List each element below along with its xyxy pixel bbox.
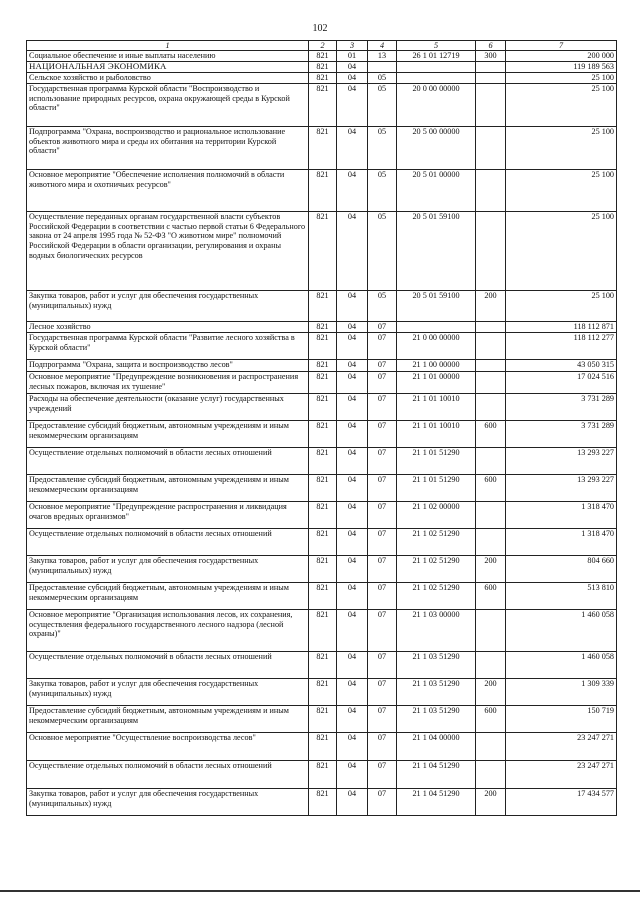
column-header: 6	[476, 41, 506, 51]
row-expense-type: 600	[476, 421, 506, 448]
table-row	[27, 706, 617, 733]
row-target-code: 20 5 01 59100	[397, 291, 476, 322]
row-ved: 821	[309, 212, 337, 291]
row-name: Основное мероприятие "Организация использования лесов, их сохранения, осуществления федерального государственного лесного надзора (лесной охраны)"	[27, 610, 309, 652]
column-header: 3	[337, 41, 368, 51]
row-name: Основное мероприятие "Предупреждение распространения и ликвидация очагов вредных организмов"	[27, 502, 309, 529]
row-section: 04	[337, 62, 368, 73]
budget-table	[26, 40, 617, 816]
row-amount: 804 660	[506, 556, 617, 583]
row-expense-type	[476, 733, 506, 761]
row-expense-type	[476, 394, 506, 421]
row-name: Осуществление отдельных полномочий в области лесных отношений	[27, 652, 309, 679]
table-row	[27, 421, 617, 448]
row-ved: 821	[309, 170, 337, 212]
table-row	[27, 360, 617, 372]
row-name: Государственная программа Курской области "Развитие лесного хозяйства в Курской области"	[27, 333, 309, 360]
row-subsection: 05	[368, 291, 397, 322]
row-subsection: 07	[368, 679, 397, 706]
column-header: 7	[506, 41, 617, 51]
row-amount: 25 100	[506, 84, 617, 127]
row-ved: 821	[309, 761, 337, 789]
table-row	[27, 170, 617, 212]
row-name: Государственная программа Курской области "Воспроизводство и использование природных ресурсов, охрана окружающей среды в Курской области"	[27, 84, 309, 127]
row-section: 04	[337, 170, 368, 212]
row-name: Социальное обеспечение и иные выплаты населению	[27, 51, 309, 62]
row-section: 04	[337, 333, 368, 360]
row-subsection: 05	[368, 170, 397, 212]
row-subsection: 07	[368, 789, 397, 816]
row-amount: 200 000	[506, 51, 617, 62]
row-amount: 118 112 871	[506, 322, 617, 333]
column-header: 5	[397, 41, 476, 51]
row-expense-type	[476, 127, 506, 170]
row-expense-type	[476, 212, 506, 291]
row-subsection: 05	[368, 212, 397, 291]
row-amount: 23 247 271	[506, 761, 617, 789]
row-section: 04	[337, 448, 368, 475]
column-header: 4	[368, 41, 397, 51]
row-ved: 821	[309, 394, 337, 421]
row-amount: 25 100	[506, 212, 617, 291]
row-expense-type: 300	[476, 51, 506, 62]
table-row	[27, 322, 617, 333]
row-section: 04	[337, 583, 368, 610]
row-ved: 821	[309, 556, 337, 583]
row-target-code: 21 1 01 10010	[397, 421, 476, 448]
row-amount: 25 100	[506, 73, 617, 84]
row-ved: 821	[309, 84, 337, 127]
row-amount: 1 318 470	[506, 529, 617, 556]
row-name: Закупка товаров, работ и услуг для обеспечения государственных (муниципальных) нужд	[27, 679, 309, 706]
row-name: Осуществление переданных органам государственной власти субъектов Российской Федерации в соответствии с частью первой статьи 6 Федерального закона от 24 апреля 1995 года № 52-ФЗ "О животном мире" полномочий Российской Федерации в области организации, регулирования и охраны водных биологических ресурсов	[27, 212, 309, 291]
row-amount: 25 100	[506, 127, 617, 170]
table-row	[27, 733, 617, 761]
row-target-code: 21 1 02 51290	[397, 529, 476, 556]
table-row	[27, 679, 617, 706]
table-row	[27, 372, 617, 394]
row-target-code: 20 0 00 00000	[397, 84, 476, 127]
table-row	[27, 73, 617, 84]
row-subsection	[368, 62, 397, 73]
row-subsection: 07	[368, 333, 397, 360]
row-ved: 821	[309, 475, 337, 502]
row-expense-type: 600	[476, 583, 506, 610]
table-row	[27, 529, 617, 556]
row-amount: 3 731 289	[506, 421, 617, 448]
row-target-code: 21 1 00 00000	[397, 360, 476, 372]
row-ved: 821	[309, 448, 337, 475]
row-target-code	[397, 73, 476, 84]
table-row	[27, 502, 617, 529]
row-section: 04	[337, 610, 368, 652]
row-name: Осуществление отдельных полномочий в области лесных отношений	[27, 448, 309, 475]
row-target-code: 21 1 04 00000	[397, 733, 476, 761]
row-section: 01	[337, 51, 368, 62]
row-subsection: 07	[368, 372, 397, 394]
row-ved: 821	[309, 706, 337, 733]
row-expense-type: 200	[476, 679, 506, 706]
row-ved: 821	[309, 733, 337, 761]
row-amount: 513 810	[506, 583, 617, 610]
row-ved: 821	[309, 529, 337, 556]
row-subsection: 05	[368, 127, 397, 170]
row-ved: 821	[309, 502, 337, 529]
row-subsection: 07	[368, 706, 397, 733]
row-section: 04	[337, 291, 368, 322]
row-name: Сельское хозяйство и рыболовство	[27, 73, 309, 84]
row-expense-type	[476, 170, 506, 212]
row-target-code: 21 1 01 10010	[397, 394, 476, 421]
row-target-code: 21 1 03 51290	[397, 652, 476, 679]
row-name: Подпрограмма "Охрана, воспроизводство и рациональное использование объектов животного мира и среды их обитания на территории Курской области"	[27, 127, 309, 170]
row-expense-type	[476, 333, 506, 360]
row-target-code: 21 1 03 51290	[397, 679, 476, 706]
row-expense-type: 200	[476, 789, 506, 816]
row-target-code: 21 1 01 51290	[397, 448, 476, 475]
row-subsection: 07	[368, 529, 397, 556]
row-expense-type: 600	[476, 475, 506, 502]
row-subsection: 07	[368, 733, 397, 761]
row-subsection: 05	[368, 84, 397, 127]
table-row	[27, 394, 617, 421]
row-target-code: 20 5 01 59100	[397, 212, 476, 291]
row-name: Закупка товаров, работ и услуг для обеспечения государственных (муниципальных) нужд	[27, 789, 309, 816]
row-expense-type: 600	[476, 706, 506, 733]
row-subsection: 07	[368, 502, 397, 529]
row-ved: 821	[309, 62, 337, 73]
row-ved: 821	[309, 51, 337, 62]
table-row	[27, 51, 617, 62]
table-row	[27, 84, 617, 127]
row-section: 04	[337, 372, 368, 394]
row-amount: 119 189 563	[506, 62, 617, 73]
row-name: Осуществление отдельных полномочий в области лесных отношений	[27, 529, 309, 556]
row-ved: 821	[309, 360, 337, 372]
row-expense-type	[476, 360, 506, 372]
row-ved: 821	[309, 421, 337, 448]
row-name: Осуществление отдельных полномочий в области лесных отношений	[27, 761, 309, 789]
column-header: 1	[27, 41, 309, 51]
row-amount: 1 309 339	[506, 679, 617, 706]
row-target-code: 21 1 04 51290	[397, 761, 476, 789]
table-row	[27, 556, 617, 583]
row-subsection: 07	[368, 394, 397, 421]
row-subsection: 07	[368, 556, 397, 583]
row-target-code: 21 0 00 00000	[397, 333, 476, 360]
row-amount: 25 100	[506, 170, 617, 212]
table-header-row	[27, 41, 617, 51]
row-amount: 13 293 227	[506, 448, 617, 475]
row-section: 04	[337, 84, 368, 127]
row-section: 04	[337, 73, 368, 84]
row-subsection: 07	[368, 652, 397, 679]
table-row	[27, 333, 617, 360]
row-target-code: 21 1 03 51290	[397, 706, 476, 733]
row-ved: 821	[309, 652, 337, 679]
row-target-code	[397, 62, 476, 73]
row-expense-type: 200	[476, 556, 506, 583]
row-name: Основное мероприятие "Осуществление воспроизводства лесов"	[27, 733, 309, 761]
row-subsection: 07	[368, 583, 397, 610]
row-target-code: 21 1 04 51290	[397, 789, 476, 816]
row-section: 04	[337, 360, 368, 372]
row-section: 04	[337, 761, 368, 789]
row-section: 04	[337, 421, 368, 448]
row-name: Основное мероприятие "Обеспечение исполнения полномочий в области животного мира и охотничьих ресурсов"	[27, 170, 309, 212]
row-expense-type	[476, 62, 506, 73]
row-subsection: 07	[368, 475, 397, 502]
row-amount: 118 112 277	[506, 333, 617, 360]
row-ved: 821	[309, 679, 337, 706]
row-name: Закупка товаров, работ и услуг для обеспечения государственных (муниципальных) нужд	[27, 291, 309, 322]
table-row	[27, 212, 617, 291]
row-subsection: 07	[368, 448, 397, 475]
row-section: 04	[337, 394, 368, 421]
row-ved: 821	[309, 789, 337, 816]
row-section: 04	[337, 212, 368, 291]
row-subsection: 07	[368, 360, 397, 372]
row-subsection: 05	[368, 73, 397, 84]
row-ved: 821	[309, 372, 337, 394]
row-target-code: 21 1 01 00000	[397, 372, 476, 394]
row-amount: 1 460 058	[506, 652, 617, 679]
table-row	[27, 448, 617, 475]
row-amount: 43 050 315	[506, 360, 617, 372]
row-name: Подпрограмма "Охрана, защита и воспроизводство лесов"	[27, 360, 309, 372]
row-subsection: 13	[368, 51, 397, 62]
row-target-code: 20 5 01 00000	[397, 170, 476, 212]
row-target-code: 20 5 00 00000	[397, 127, 476, 170]
row-expense-type	[476, 84, 506, 127]
row-amount: 23 247 271	[506, 733, 617, 761]
row-section: 04	[337, 322, 368, 333]
row-subsection: 07	[368, 421, 397, 448]
row-amount: 17 024 516	[506, 372, 617, 394]
table-row	[27, 610, 617, 652]
row-name: Основное мероприятие "Предупреждение возникновения и распространения лесных пожаров, включая их тушение"	[27, 372, 309, 394]
page-number: 102	[312, 23, 328, 34]
row-name: Предоставление субсидий бюджетным, автономным учреждениям и иным некоммерческим организациям	[27, 475, 309, 502]
table-row	[27, 652, 617, 679]
table-row	[27, 62, 617, 73]
row-ved: 821	[309, 127, 337, 170]
row-target-code	[397, 322, 476, 333]
row-amount: 3 731 289	[506, 394, 617, 421]
row-expense-type	[476, 610, 506, 652]
row-amount: 1 318 470	[506, 502, 617, 529]
row-subsection: 07	[368, 610, 397, 652]
row-name: Расходы на обеспечение деятельности (оказание услуг) государственных учреждений	[27, 394, 309, 421]
row-expense-type	[476, 652, 506, 679]
row-target-code: 21 1 02 51290	[397, 583, 476, 610]
row-section: 04	[337, 127, 368, 170]
row-section: 04	[337, 556, 368, 583]
row-target-code: 26 1 01 12719	[397, 51, 476, 62]
bottom-divider	[0, 890, 640, 892]
row-section: 04	[337, 502, 368, 529]
row-name: Предоставление субсидий бюджетным, автономным учреждениям и иным некоммерческим организациям	[27, 583, 309, 610]
row-name: Предоставление субсидий бюджетным, автономным учреждениям и иным некоммерческим организациям	[27, 706, 309, 733]
row-expense-type	[476, 73, 506, 84]
row-target-code: 21 1 01 51290	[397, 475, 476, 502]
row-section: 04	[337, 789, 368, 816]
row-subsection: 07	[368, 761, 397, 789]
table-row	[27, 291, 617, 322]
row-amount: 1 460 058	[506, 610, 617, 652]
row-ved: 821	[309, 333, 337, 360]
row-ved: 821	[309, 291, 337, 322]
row-ved: 821	[309, 73, 337, 84]
row-expense-type	[476, 761, 506, 789]
column-header: 2	[309, 41, 337, 51]
row-target-code: 21 1 02 00000	[397, 502, 476, 529]
row-ved: 821	[309, 610, 337, 652]
table-row	[27, 583, 617, 610]
row-section: 04	[337, 679, 368, 706]
table-row	[27, 789, 617, 816]
row-name: Закупка товаров, работ и услуг для обеспечения государственных (муниципальных) нужд	[27, 556, 309, 583]
row-section: 04	[337, 529, 368, 556]
row-amount: 13 293 227	[506, 475, 617, 502]
row-name: НАЦИОНАЛЬНАЯ ЭКОНОМИКА	[27, 62, 309, 73]
row-amount: 150 719	[506, 706, 617, 733]
table-row	[27, 127, 617, 170]
row-amount: 17 434 577	[506, 789, 617, 816]
row-section: 04	[337, 652, 368, 679]
row-name: Лесное хозяйство	[27, 322, 309, 333]
row-expense-type: 200	[476, 291, 506, 322]
row-target-code: 21 1 03 00000	[397, 610, 476, 652]
row-name: Предоставление субсидий бюджетным, автономным учреждениям и иным некоммерческим организациям	[27, 421, 309, 448]
row-ved: 821	[309, 322, 337, 333]
row-subsection: 07	[368, 322, 397, 333]
row-expense-type	[476, 322, 506, 333]
table-row	[27, 761, 617, 789]
row-expense-type	[476, 372, 506, 394]
table-row	[27, 475, 617, 502]
row-expense-type	[476, 448, 506, 475]
row-section: 04	[337, 733, 368, 761]
row-amount: 25 100	[506, 291, 617, 322]
row-section: 04	[337, 475, 368, 502]
row-expense-type	[476, 502, 506, 529]
row-target-code: 21 1 02 51290	[397, 556, 476, 583]
row-ved: 821	[309, 583, 337, 610]
row-section: 04	[337, 706, 368, 733]
row-expense-type	[476, 529, 506, 556]
